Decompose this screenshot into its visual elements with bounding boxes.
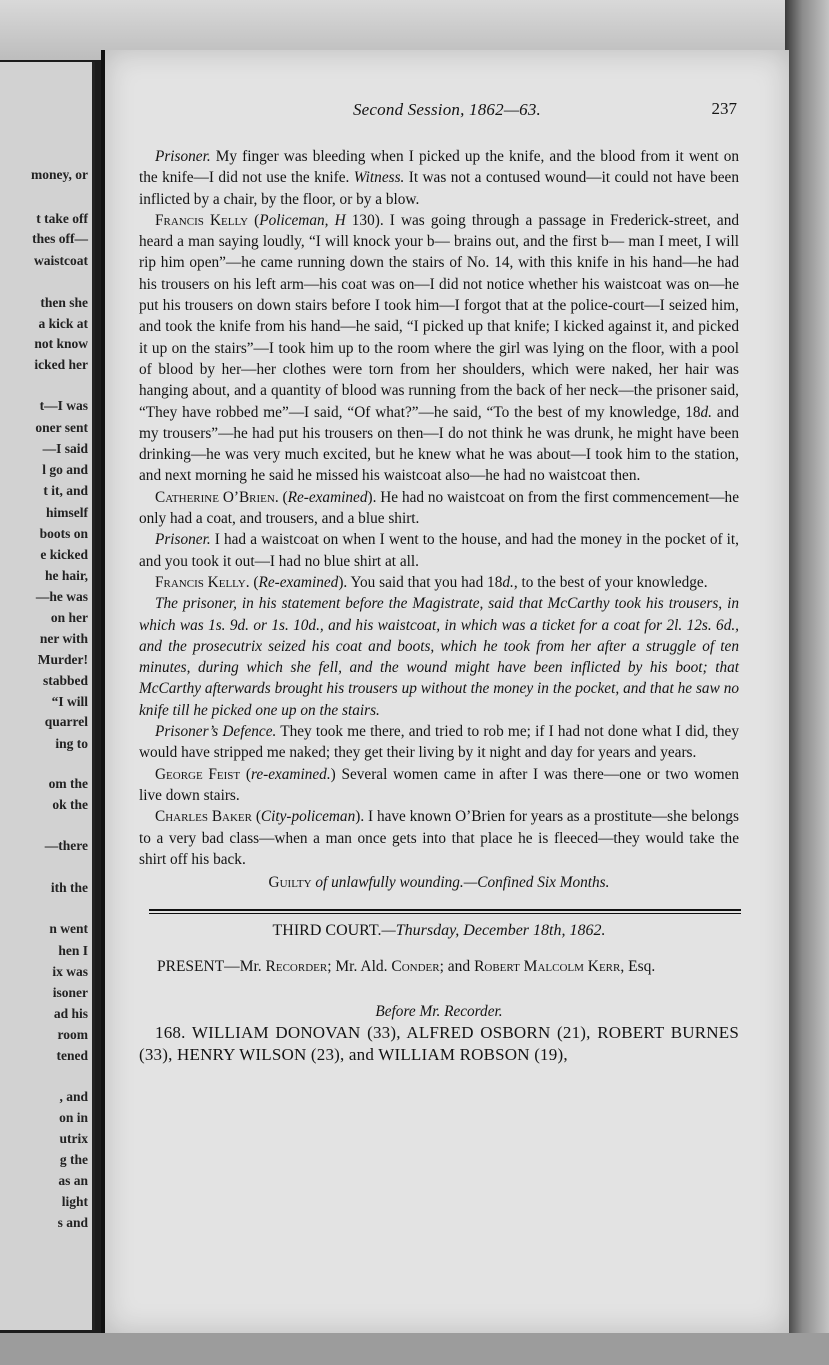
paragraph-george-feist: George Feist (re-examined.) Several women came in after I was there—one or two women live down stairs. <box>139 765 740 804</box>
facing-page-text-fragment: on in <box>59 1110 88 1125</box>
court-date: —Thursday, December 18th, 1862. <box>381 922 606 940</box>
facing-page-text-fragment: s and <box>57 1215 88 1230</box>
case-text: WILLIAM DONOVAN (33), ALFRED OSBORN (21), ROBERT BURNES (33), HENRY WILSON (23), and WILLIAM ROBSON (19), <box>139 1022 739 1064</box>
witness-note: Re-examined <box>258 573 339 591</box>
facing-page-text-fragment: then she <box>40 295 88 310</box>
facing-page-text-fragment: boots on <box>39 526 88 541</box>
present-kerr: Robert Malcolm Kerr <box>474 957 621 975</box>
witness-note: Re-examined <box>287 488 368 506</box>
facing-page-text-fragment: isoner <box>52 985 88 1000</box>
facing-page-text-fragment: ok the <box>52 797 88 812</box>
facing-page-text-fragment: oner sent <box>35 420 88 435</box>
paragraph-text: . I have known O’Brien for years as a prostitute—she belongs to a very bad class—when a man once gets into that place he is fleeced—they would take the shirt off his back. <box>139 808 739 868</box>
facing-page-text-fragment: “I will <box>51 694 88 709</box>
paragraph-prisoner-2 <box>139 529 739 572</box>
facing-page-text-fragment: on her <box>50 610 88 625</box>
court-heading <box>139 920 739 941</box>
pence-abbrev: d. <box>700 403 712 421</box>
facing-page-text-fragment: t take off <box>36 211 88 226</box>
section-divider <box>149 909 741 914</box>
witness-role: City-policeman <box>260 808 356 826</box>
page-number: 237 <box>711 99 737 118</box>
facing-page-text-fragment: hen I <box>58 943 88 958</box>
facing-page-text-fragment: thes off— <box>32 231 88 246</box>
facing-page-text-fragment: , and <box>59 1089 88 1104</box>
witness-name: George Feist <box>155 765 241 783</box>
facing-page-text-fragment: om the <box>48 776 88 791</box>
facing-page-text-fragment: waistcoat <box>34 253 88 268</box>
facing-page-text-fragment: utrix <box>59 1131 88 1146</box>
facing-page-text-fragment: ix was <box>52 964 88 979</box>
paragraph-prisoner-statement: The prisoner, in his statement before the Magistrate, said that McCarthy took his trousers, in which was 1s. 9d. or 1s. 10d., and his waistcoat, in which was a ticket for a coat for 2l. 12s. 6d., and the prosecutrix seized his coat and boots, which he took from her after a struggle of ten minutes, during which she fell, and the wound might have been inflicted by his boot; that McCarthy afterwards brought his trousers up without the money in the pocket, and that he saw no knife till he picked one up on the stairs. <box>139 595 739 719</box>
present-conder: Conder <box>391 957 440 975</box>
facing-page-text-fragment: g the <box>59 1152 88 1167</box>
pence-abbrev: d. <box>502 573 514 591</box>
scan-background-bottom <box>0 1333 829 1365</box>
paragraph-text: . He had no waistcoat on from the first commencement—he only had a coat, and trousers, and a blue shirt. <box>139 488 739 528</box>
verdict <box>139 872 739 893</box>
paragraph-text: and my trousers”—he had put his trousers on then—I do not think he was drunk, he might have been drinking—he was very much excited, but he knew what he was about—I took him to the station, and next morning he said he missed his waistcoat also—he had no waistcoat then. <box>139 403 739 485</box>
facing-page-text-fragment: Murder! <box>37 652 88 667</box>
paragraph-text: . You said that you had 18 <box>343 573 503 591</box>
paragraph-text: My finger was bleeding when I picked up the knife, and the blood from it went on the knife—I did not use the knife. <box>139 148 739 187</box>
witness-note: re-examined. <box>250 765 331 783</box>
paragraph-catherine-obrien: Catherine O’Brien. (Re-examined). He had no waistcoat on from the first commencement—he only had a coat, and trousers, and a blue shirt. <box>139 488 739 528</box>
facing-page-text-fragment: money, or <box>31 167 88 182</box>
running-head-title: Second Session, 1862—63. <box>352 100 541 119</box>
facing-page-text-fragment: t it, and <box>43 483 88 498</box>
paragraph-text: It was not a contused wound—it could not have been inflicted by a chair, by the floor, or by a blow. <box>139 169 739 208</box>
paragraph-francis-kelly: Francis Kelly (Policeman, H 130). I was going through a passage in Frederick-street, and heard a man saying loudly, “I will knock your b— brains out, and the first b— man I meet, I will rip him open”—he came running down the stairs of No. 14, with this knife in his hand—he had his trousers on his left arm—his coat was on—I did not notice whether his waistcoat was on—he put his trousers on down stairs before I took him—I forgot that at the police-court—I seized him, and took the knife from his hand—he said, “I picked up that knife; I kicked against it, and picked it up on the stairs”—I took him up to the room where the girl was lying on the floor, with a pool of blood by her—her clothes were torn from her shoulders, which were naked, her hair was hanging about, and a quantity of blood was running from the back of her neck—the prisoner said, “They have robbed me”—I said, “Of what?”—he said, “To the best of my knowledge, 18d. and my trousers”—he had put his trousers on then—I do not think he was drunk, he might have been drinking—he was very much excited, but he knew what he was about—I took him to the station, and next morning he said he missed his waistcoat also—he had no waistcoat then. <box>139 211 739 485</box>
speaker-label: Prisoner’s Defence. <box>155 723 277 741</box>
paragraph-text: Several women came in after I was there—one or two women live down stairs. <box>139 765 740 804</box>
facing-page-text-fragment: icked her <box>34 357 88 372</box>
speaker-label: Prisoner. <box>155 148 211 165</box>
speaker-label: Prisoner. <box>155 531 211 549</box>
facing-page-text-fragment: himself <box>46 505 88 520</box>
facing-page-text-fragment: ner with <box>39 631 88 646</box>
paragraph-prisoner-1 <box>139 146 739 210</box>
paragraph-francis-kelly-reexamined: Francis Kelly. (Re-examined). You said that you had 18d., to the best of your knowledge. <box>155 573 708 591</box>
witness-name: Francis Kelly. <box>155 573 250 591</box>
facing-page-text-fragment: ith the <box>50 880 88 895</box>
witness-role: Policeman, H <box>259 211 346 229</box>
present-recorder: Recorder <box>265 957 328 975</box>
book-page <box>101 50 789 1333</box>
facing-page-text-fragment: tened <box>56 1048 88 1063</box>
facing-page-text-fragment: as an <box>58 1173 88 1188</box>
facing-page-text-fragment: quarrel <box>44 714 88 729</box>
court-name: THIRD COURT. <box>272 922 382 940</box>
paragraph-text: . I was going through a passage in Frederick-street, and heard a man saying loudly, “I will knock your b— brains out, and the first b— man I meet, I will rip him open”—he came running down the stairs of No. 14, with this knife in his hand—he had his trousers on his left arm—his coat was on—I did not notice whether his waistcoat was on—he put his trousers on down stairs before I took him—I forgot that at the police-court—I seized him, and took the knife from his hand—he said, “I picked up that knife; I kicked against it, and picked it up on the stairs”—I took him up to the room where the girl was lying on the floor, with a pool of blood by her—her clothes were torn from her shoulders, which were naked, her hair was hanging about, and a quantity of blood was running from the back of her neck—the prisoner said, “They have robbed me”—I said, “Of what?”—he said, “To the best of my knowledge, 18 <box>139 211 739 421</box>
case-number: 168. <box>155 1022 186 1042</box>
speaker-label: Witness. <box>353 169 405 187</box>
facing-page-text-fragment: light <box>61 1194 88 1209</box>
paragraph-text: , to the best of your knowledge. <box>513 573 708 591</box>
facing-page-text-fragment: stabbed <box>42 673 88 688</box>
paragraph-text: They took me there, and tried to rob me; if I had not done what I did, they would have stripped me naked; they get their living by it night and day for years and years. <box>139 723 739 762</box>
scan-background-right <box>785 0 829 1365</box>
facing-page-text-fragment: n went <box>49 921 88 936</box>
present-text: ; Mr. Ald. <box>327 957 392 975</box>
facing-page-text-fragment: ing to <box>55 736 88 751</box>
page-body <box>139 146 739 1066</box>
witness-name: Catherine O’Brien. <box>155 488 279 506</box>
facing-page-text-fragment: ad his <box>53 1006 88 1021</box>
witness-name: Francis Kelly <box>155 211 249 229</box>
facing-page-text-fragment: he hair, <box>44 568 88 583</box>
facing-page-text-fragment: —I said <box>42 441 88 456</box>
case-entry <box>139 1022 739 1066</box>
facing-page-text-fragment: e kicked <box>40 547 88 562</box>
present-text: , Esq. <box>620 957 656 975</box>
facing-page-text-fragment: —there <box>44 838 88 853</box>
running-head <box>105 100 789 122</box>
present-line <box>139 956 739 977</box>
verdict-text: of unlawfully wounding.—Confined Six Months. <box>311 874 610 892</box>
facing-page-text-fragment: a kick at <box>38 316 88 331</box>
facing-page-text-fragment: —he was <box>35 589 88 604</box>
before-line: Before Mr. Recorder. <box>375 1002 503 1020</box>
witness-name: Charles Baker <box>155 808 252 826</box>
facing-page-text-fragment: room <box>57 1027 88 1042</box>
present-label: PRESENT— <box>157 957 240 975</box>
facing-page-fragment <box>0 62 95 1330</box>
paragraph-charles-baker: Charles Baker (City-policeman). I have known O’Brien for years as a prostitute—she belongs to a very bad class—when a man once gets into that place he is fleeced—they would take the shirt off his back. <box>139 808 739 868</box>
facing-page-text-fragment: not know <box>34 336 88 351</box>
witness-number: 130 <box>351 211 375 229</box>
facing-page-text-fragment: t—I was <box>39 398 88 413</box>
paragraph-text: I had a waistcoat on when I went to the house, and had the money in the pocket of it, and you took it out—I had no blue shirt at all. <box>139 531 739 570</box>
facing-page-text-fragment: l go and <box>42 462 88 477</box>
present-text: Mr. <box>239 957 266 975</box>
paragraph-prisoners-defence <box>139 721 739 764</box>
verdict-label: Guilty <box>268 874 312 892</box>
present-text: ; and <box>439 957 475 975</box>
